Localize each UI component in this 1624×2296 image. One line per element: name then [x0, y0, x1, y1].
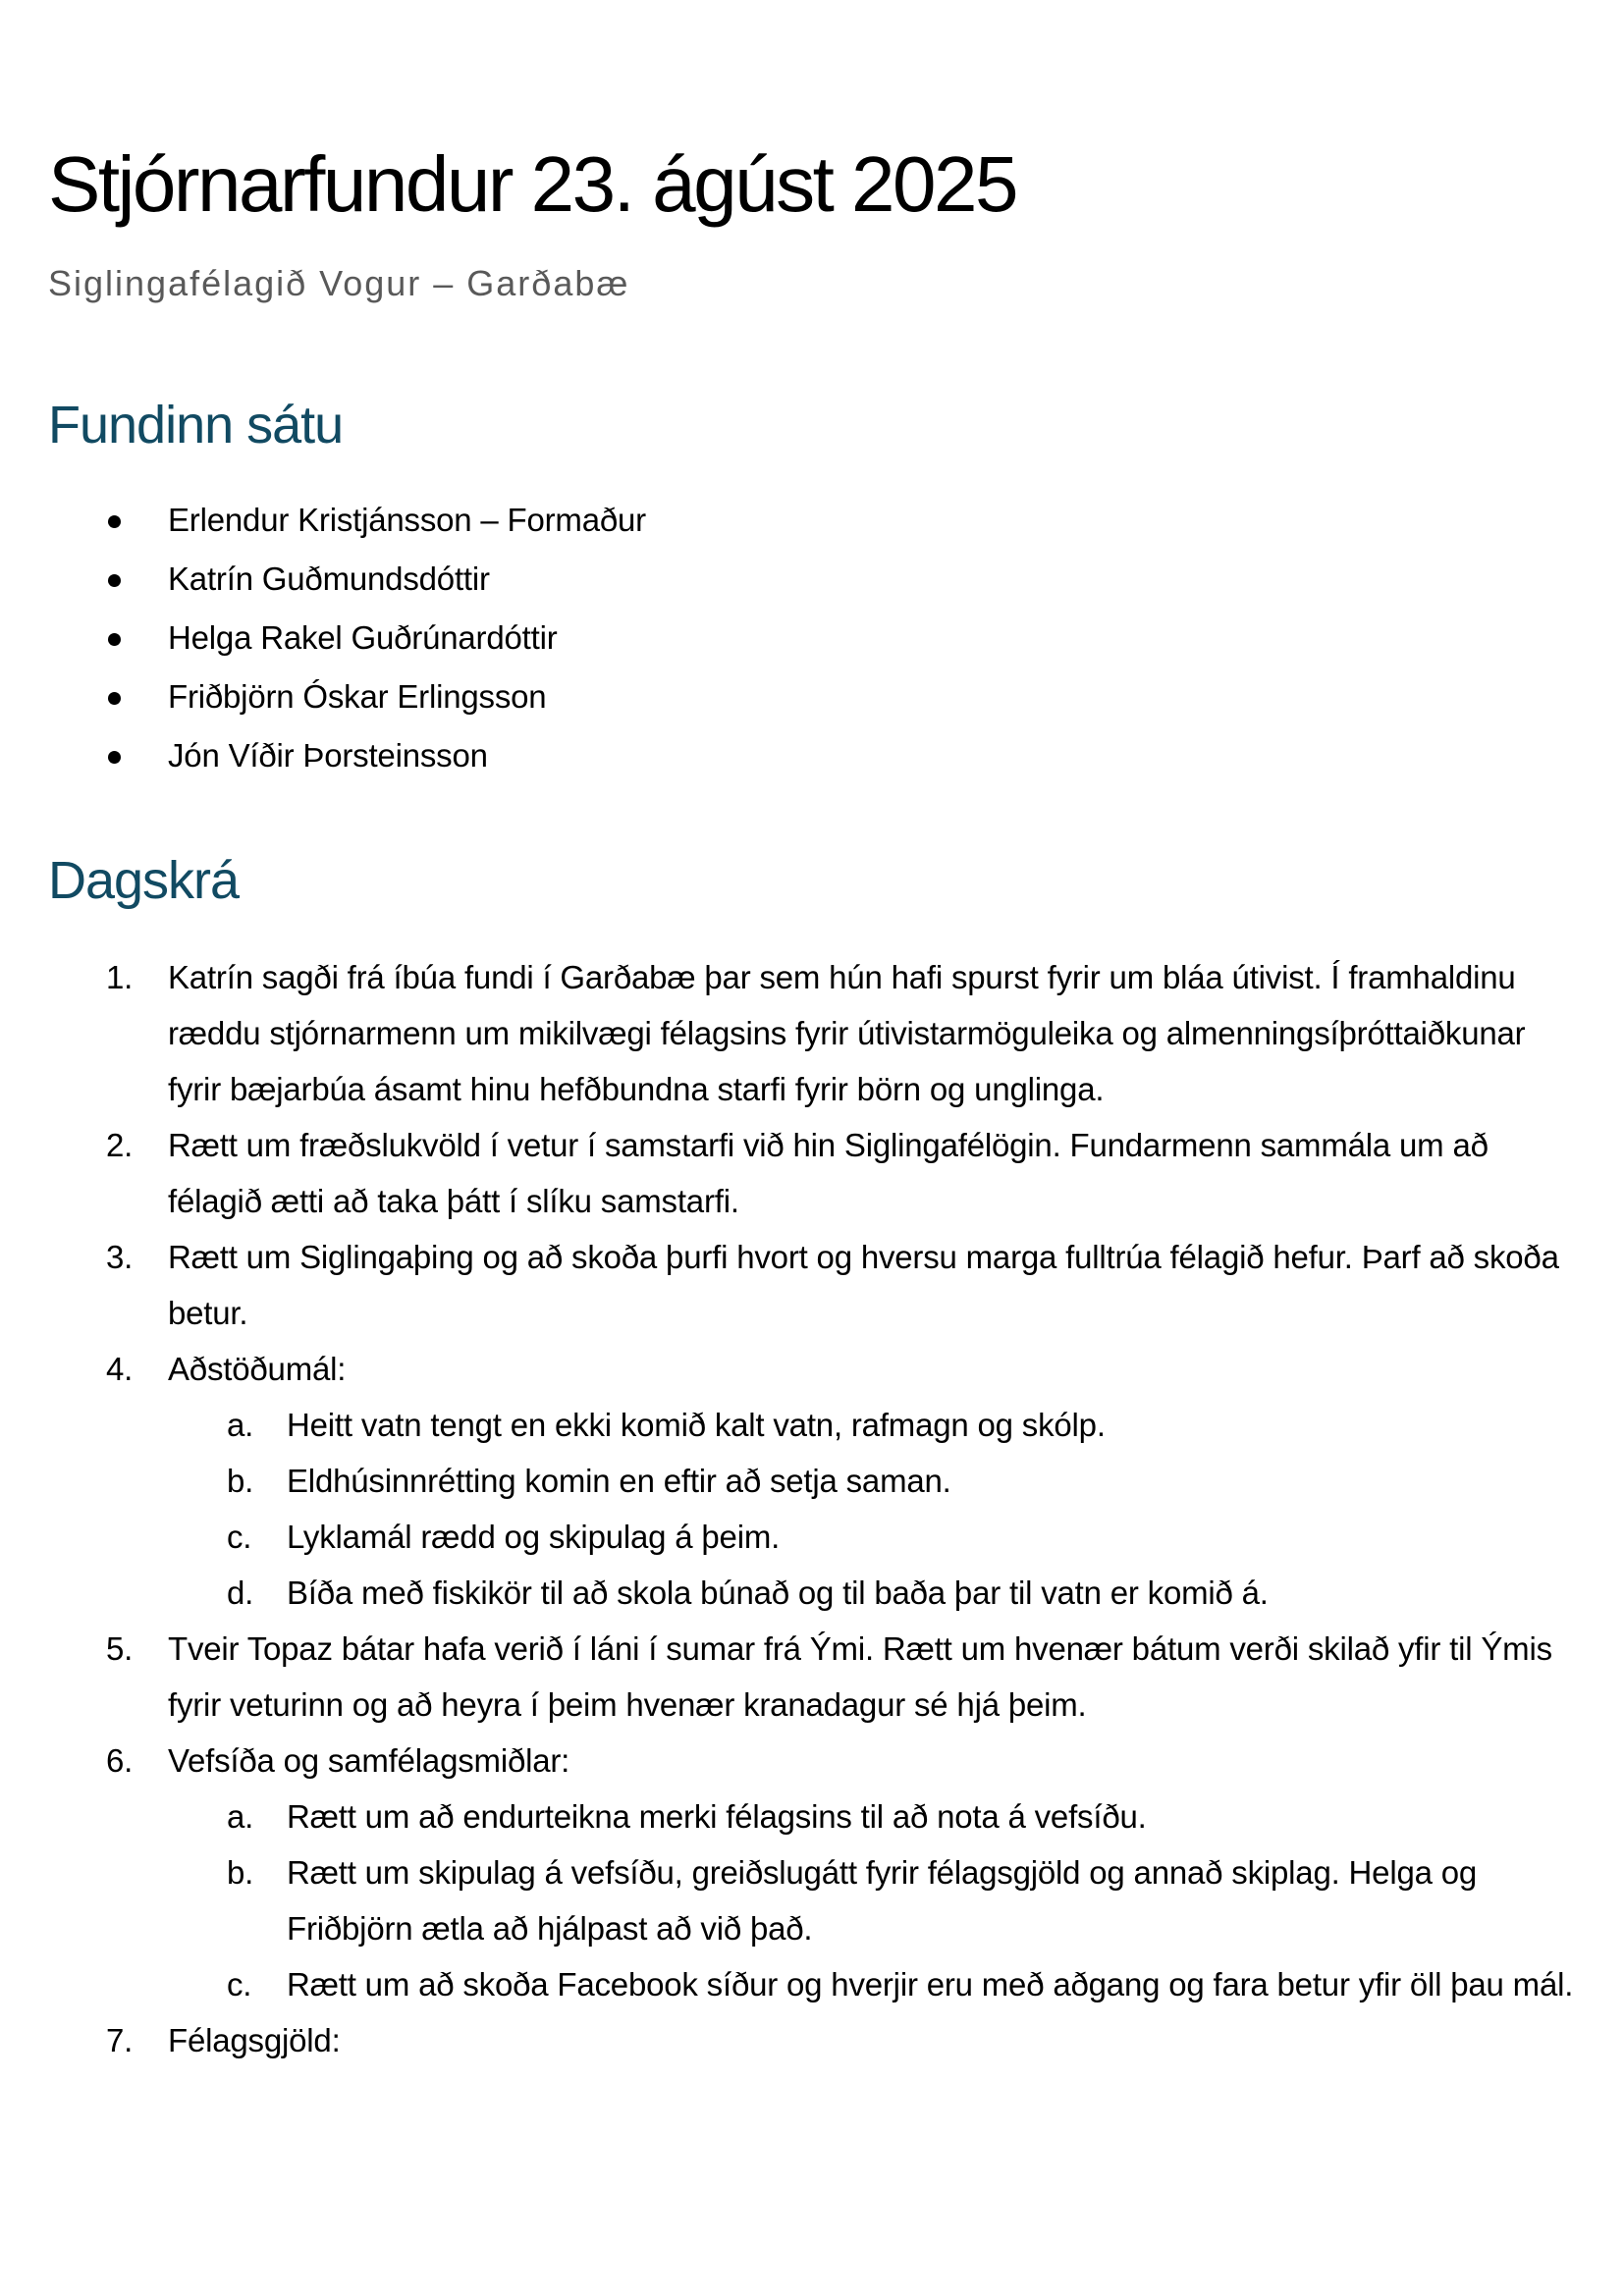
- agenda-text: Tveir Topaz bátar hafa verið í láni í sumar frá Ými. Rætt um hvenær bátum verði skilað yfir til Ýmis fyrir veturinn og að heyra í þeim hvenær kranadagur sé hjá þeim.: [168, 1630, 1552, 1723]
- agenda-item-6: [48, 1733, 1599, 2012]
- sub-item-letter: a.: [227, 1798, 254, 1835]
- sub-item-letter: a.: [227, 1407, 254, 1443]
- agenda-text: Katrín sagði frá íbúa fundi í Garðabæ þar sem hún hafi spurst fyrir um bláa útivist. Í framhaldinu ræddu stjórnarmenn um mikilvægi félagsins fyrir útivistarmöguleika og almenningsíþróttaiðkunar fyrir bæjarbúa ásamt hinu hefðbundna starfi fyrir börn og unglinga.: [168, 959, 1526, 1107]
- sub-item-text: Heitt vatn tengt en ekki komið kalt vatn, rafmagn og skólp.: [287, 1407, 1106, 1443]
- agenda-item-5: [48, 1621, 1599, 1733]
- attendee-name: Katrín Guðmundsdóttir: [168, 561, 490, 597]
- sub-item-text: Lyklamál rædd og skipulag á þeim.: [287, 1519, 781, 1555]
- bullet-icon: [108, 515, 121, 528]
- agenda-item-3: [48, 1229, 1599, 1341]
- bullet-icon: [108, 633, 121, 646]
- agenda-sub-item: [168, 1844, 1599, 1956]
- sub-item-text: Rætt um að skoða Facebook síður og hverjir eru með aðgang og fara betur yfir öll þau mál.: [287, 1966, 1574, 2002]
- sub-item-text: Rætt um að endurteikna merki félagsins til að nota á vefsíðu.: [287, 1798, 1147, 1835]
- agenda-item-1: [48, 949, 1599, 1117]
- attendee-list: [48, 491, 646, 785]
- document-title: Stjórnarfundur 23. ágúst 2025: [48, 140, 1017, 228]
- agenda-text: Aðstöðumál:: [168, 1351, 347, 1387]
- attendees-heading: Fundinn sátu: [48, 396, 344, 454]
- sub-item-letter: c.: [227, 1966, 252, 2002]
- agenda-number: 4.: [106, 1351, 134, 1387]
- agenda-text: Vefsíða og samfélagsmiðlar:: [168, 1742, 570, 1779]
- agenda-number: 7.: [106, 2022, 134, 2058]
- agenda-sub-item: [168, 1509, 1599, 1565]
- sub-item-letter: b.: [227, 1463, 254, 1499]
- agenda-item-2: [48, 1117, 1599, 1229]
- bullet-icon: [108, 692, 121, 705]
- agenda-sub-item: [168, 1956, 1599, 2012]
- agenda-number: 6.: [106, 1742, 134, 1779]
- agenda-number: 5.: [106, 1630, 134, 1667]
- bullet-icon: [108, 574, 121, 587]
- attendee-item: [48, 667, 646, 726]
- attendee-item: [48, 550, 646, 609]
- agenda-sub-item: [168, 1565, 1599, 1621]
- agenda-sub-list: [168, 1397, 1599, 1621]
- sub-item-letter: d.: [227, 1575, 254, 1611]
- sub-item-text: Bíða með fiskikör til að skola búnað og til baða þar til vatn er komið á.: [287, 1575, 1269, 1611]
- agenda-item-4: [48, 1341, 1599, 1621]
- attendee-name: Helga Rakel Guðrúnardóttir: [168, 619, 558, 656]
- sub-item-text: Rætt um skipulag á vefsíðu, greiðslugátt fyrir félagsgjöld og annað skiplag. Helga og Friðbjörn ætla að hjálpast að við það.: [287, 1854, 1478, 1947]
- agenda-number: 2.: [106, 1127, 134, 1163]
- sub-item-letter: b.: [227, 1854, 254, 1891]
- attendee-item: [48, 726, 646, 785]
- agenda-text: Rætt um fræðslukvöld í vetur í samstarfi við hin Siglingafélögin. Fundarmenn sammála um að félagið ætti að taka þátt í slíku samstarfi.: [168, 1127, 1489, 1219]
- agenda-sub-list: [168, 1789, 1599, 2012]
- agenda-sub-item: [168, 1397, 1599, 1453]
- attendee-item: [48, 491, 646, 550]
- agenda-number: 3.: [106, 1239, 134, 1275]
- attendee-name: Friðbjörn Óskar Erlingsson: [168, 678, 547, 715]
- sub-item-letter: c.: [227, 1519, 252, 1555]
- agenda-text: Rætt um Siglingaþing og að skoða þurfi hvort og hversu marga fulltrúa félagið hefur. Þarf að skoða betur.: [168, 1239, 1559, 1331]
- agenda-text: Félagsgjöld:: [168, 2022, 341, 2058]
- attendee-name: Erlendur Kristjánsson – Formaður: [168, 502, 646, 538]
- sub-item-text: Eldhúsinnrétting komin en eftir að setja saman.: [287, 1463, 951, 1499]
- agenda-item-7: [48, 2012, 1599, 2068]
- agenda-heading: Dagskrá: [48, 851, 240, 910]
- attendee-item: [48, 609, 646, 667]
- agenda-number: 1.: [106, 959, 134, 995]
- agenda-sub-item: [168, 1453, 1599, 1509]
- agenda-list: [48, 949, 1599, 2068]
- agenda-sub-item: [168, 1789, 1599, 1844]
- attendee-name: Jón Víðir Þorsteinsson: [168, 737, 488, 774]
- document-subtitle: Siglingafélagið Vogur – Garðabæ: [48, 263, 630, 303]
- bullet-icon: [108, 751, 121, 764]
